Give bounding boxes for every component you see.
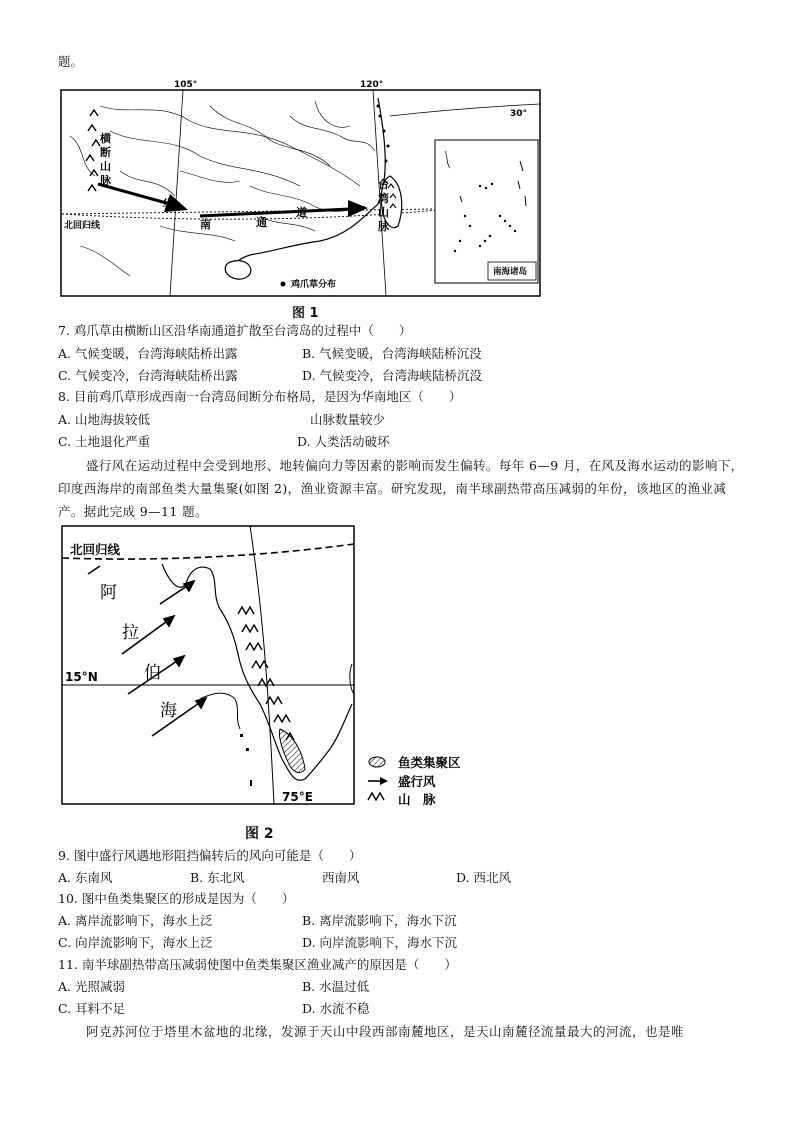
figure-1-caption: 图 1: [292, 306, 319, 321]
figure-1-map: [60, 76, 542, 298]
legend-fish-label: 鱼类集聚区: [398, 755, 461, 770]
fig2-lon-label: 75°E: [282, 790, 313, 804]
q11-option-c[interactable]: C. 耳料不足: [58, 1001, 126, 1016]
question-10-stem: 10. 图中鱼类集聚区的形成是因为（ ）: [58, 891, 295, 906]
q8-option-b[interactable]: 山脉数量较少: [310, 412, 386, 427]
continued-text: 题。: [58, 54, 84, 69]
fig2-tropic-label: 北回归线: [70, 542, 121, 557]
legend-mountain-label: 山 脉: [398, 792, 436, 807]
sea-char-4: 海: [160, 701, 177, 721]
sea-char-1: 阿: [100, 583, 117, 603]
legend-wind-label: 盛行风: [398, 774, 436, 789]
question-8-stem: 8. 目前鸡爪草形成西南一台湾岛间断分布格局，是因为华南地区（ ）: [58, 389, 462, 404]
q7-option-a[interactable]: A. 气候变暖，台湾海峡陆桥出露: [58, 346, 238, 361]
q10-option-b[interactable]: B. 离岸流影响下，海水下沉: [302, 913, 457, 928]
sea-char-2: 拉: [122, 623, 139, 643]
sea-char-3: 伯: [144, 663, 161, 683]
q10-option-d[interactable]: D. 向岸流影响下，海水下沉: [302, 935, 458, 950]
lon-120-label: 120°: [360, 80, 384, 90]
q10-option-c[interactable]: C. 向岸流影响下，海水上泛: [58, 935, 213, 950]
question-7-stem: 7. 鸡爪草由横断山区沿华南通道扩散至台湾岛的过程中（ ）: [58, 323, 412, 338]
q11-option-a[interactable]: A. 光照减弱: [58, 979, 125, 994]
q9-option-c[interactable]: 西南风: [322, 870, 360, 885]
inset-label: 南海诸岛: [493, 267, 528, 277]
taiwan-label: 台湾山脉: [378, 178, 389, 233]
q7-option-c[interactable]: C. 气候变冷，台湾海峡陆桥出露: [58, 368, 238, 383]
figure-2-caption: 图 2: [245, 826, 274, 842]
q7-option-b[interactable]: B. 气候变暖，台湾海峡陆桥沉没: [302, 346, 482, 361]
q10-option-a[interactable]: A. 离岸流影响下，海水上泛: [58, 913, 213, 928]
q9-option-a[interactable]: A. 东南风: [58, 870, 113, 885]
passage-aksu-start: 阿克苏河位于塔里木盆地的北缘，发源于天山中段西部南麓地区，是天山南麓径流量最大的河流，也是唯: [86, 1024, 685, 1039]
q9-option-d[interactable]: D. 西北风: [456, 870, 512, 885]
q8-option-d[interactable]: D. 人类活动破坏: [297, 434, 390, 449]
lat-30-label: 30°: [510, 109, 528, 119]
q9-option-b[interactable]: B. 东北风: [190, 870, 245, 885]
tropic-label: 北回归线: [64, 221, 101, 231]
passage-wind: 盛行风在运动过程中会受到地形、地转偏向力等因素的影响而发生偏转。每年 6—9 月，在风及海水运动的影响下，印度西海岸的南部鱼类大量集聚(如图 2)，渔业资源丰富。研究发现，南半球副热带高压减弱的年份，该地区的渔业减产。据此完成 9—11 题。: [58, 458, 744, 519]
q11-option-b[interactable]: B. 水温过低: [302, 979, 370, 994]
fig2-lat-label: 15°N: [65, 670, 98, 684]
q8-option-a[interactable]: A. 山地海拔较低: [58, 412, 150, 427]
q11-option-d[interactable]: D. 水流不稳: [302, 1001, 370, 1016]
q7-option-d[interactable]: D. 气候变冷，台湾海峡陆桥沉没: [302, 368, 483, 383]
hengduan-label: 横断山脉: [100, 132, 111, 187]
legend-label: 鸡爪草分布: [291, 280, 337, 290]
question-11-stem: 11. 南半球副热带高压减弱使图中鱼类集聚区渔业减产的原因是（ ）: [58, 957, 457, 972]
question-9-stem: 9. 图中盛行风遇地形阻挡偏转后的风向可能是（ ）: [58, 848, 362, 863]
q8-option-c[interactable]: C. 土地退化严重: [58, 434, 151, 449]
corridor-label: 华南 通道: [162, 198, 307, 231]
lon-105-label: 105°: [174, 80, 198, 90]
figure-2-map: [60, 524, 480, 809]
